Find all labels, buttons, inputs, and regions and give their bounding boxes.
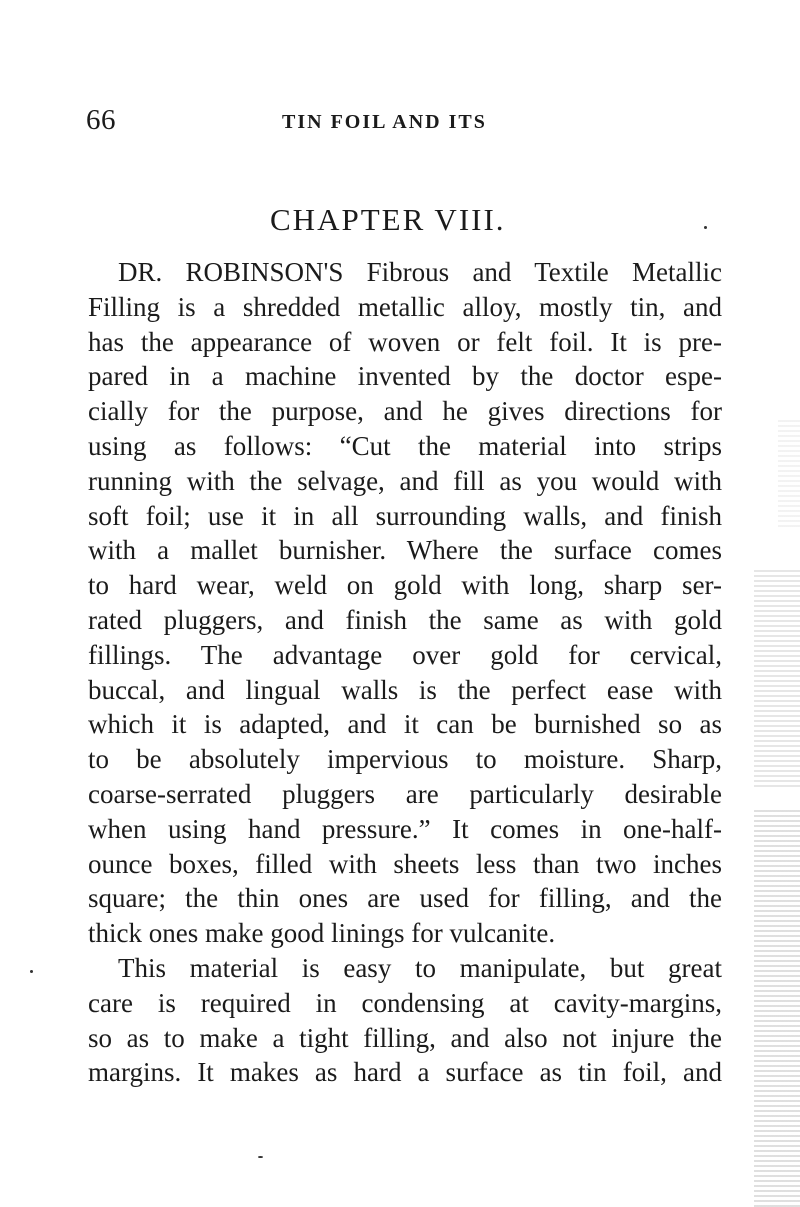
paragraph-1: [88, 255, 722, 951]
text-line: which it is adapted, and it can be burnished so as: [88, 709, 722, 740]
text-line: to be absolutely impervious to moisture. Sharp,: [88, 744, 722, 775]
page-edge-shadow: [778, 420, 800, 530]
text-line: with a mallet burnisher. Where the surface comes: [88, 535, 722, 566]
text-line: buccal, and lingual walls is the perfect ease with: [88, 674, 722, 705]
text-line: margins. It makes as hard a surface as tin foil, and: [88, 1057, 722, 1088]
text-line: DR. ROBINSON'S Fibrous and Textile Metallic: [118, 257, 722, 287]
text-line: cially for the purpose, and he gives directions for: [88, 396, 722, 427]
text-line: care is required in condensing at cavity-margins,: [88, 987, 722, 1018]
chapter-heading: CHAPTER VIII.: [270, 202, 506, 237]
paragraph-2: [88, 951, 722, 1090]
text-line: Filling is a shredded metallic alloy, mostly tin, and: [88, 291, 722, 322]
text-line: rated pluggers, and finish the same as with gold: [88, 604, 722, 635]
text-line: fillings. The advantage over gold for cervical,: [88, 639, 722, 670]
print-speck: [704, 226, 707, 229]
text-line: square; the thin ones are used for filling, and the: [88, 883, 722, 914]
text-line: running with the selvage, and fill as you would with: [88, 465, 722, 496]
page-number: 66: [86, 104, 116, 136]
text-line: This material is easy to manipulate, but great: [118, 952, 722, 983]
text-line: coarse-serrated pluggers are particularly desirable: [88, 778, 722, 809]
text-line: soft foil; use it in all surrounding walls, and finish: [88, 500, 722, 531]
page-edge-shadow: [754, 570, 800, 790]
text-line: has the appearance of woven or felt foil. It is pre-: [88, 326, 722, 357]
text-line: thick ones make good linings for vulcanite.: [88, 918, 556, 949]
text-line: using as follows: “Cut the material into strips: [88, 430, 722, 461]
text-line: pared in a machine invented by the doctor espe-: [88, 361, 722, 392]
print-speck: [258, 1156, 263, 1158]
print-speck: [30, 970, 33, 973]
text-line: ounce boxes, filled with sheets less than two inches: [88, 848, 722, 879]
text-line: so as to make a tight filling, and also not injure the: [88, 1022, 722, 1053]
page-edge-shadow: [754, 810, 800, 1207]
text-line: to hard wear, weld on gold with long, sharp ser-: [88, 570, 722, 601]
running-head: TIN FOIL AND ITS: [282, 111, 487, 133]
body-text: [88, 255, 722, 1090]
text-line: when using hand pressure.” It comes in one-half-: [88, 813, 722, 844]
